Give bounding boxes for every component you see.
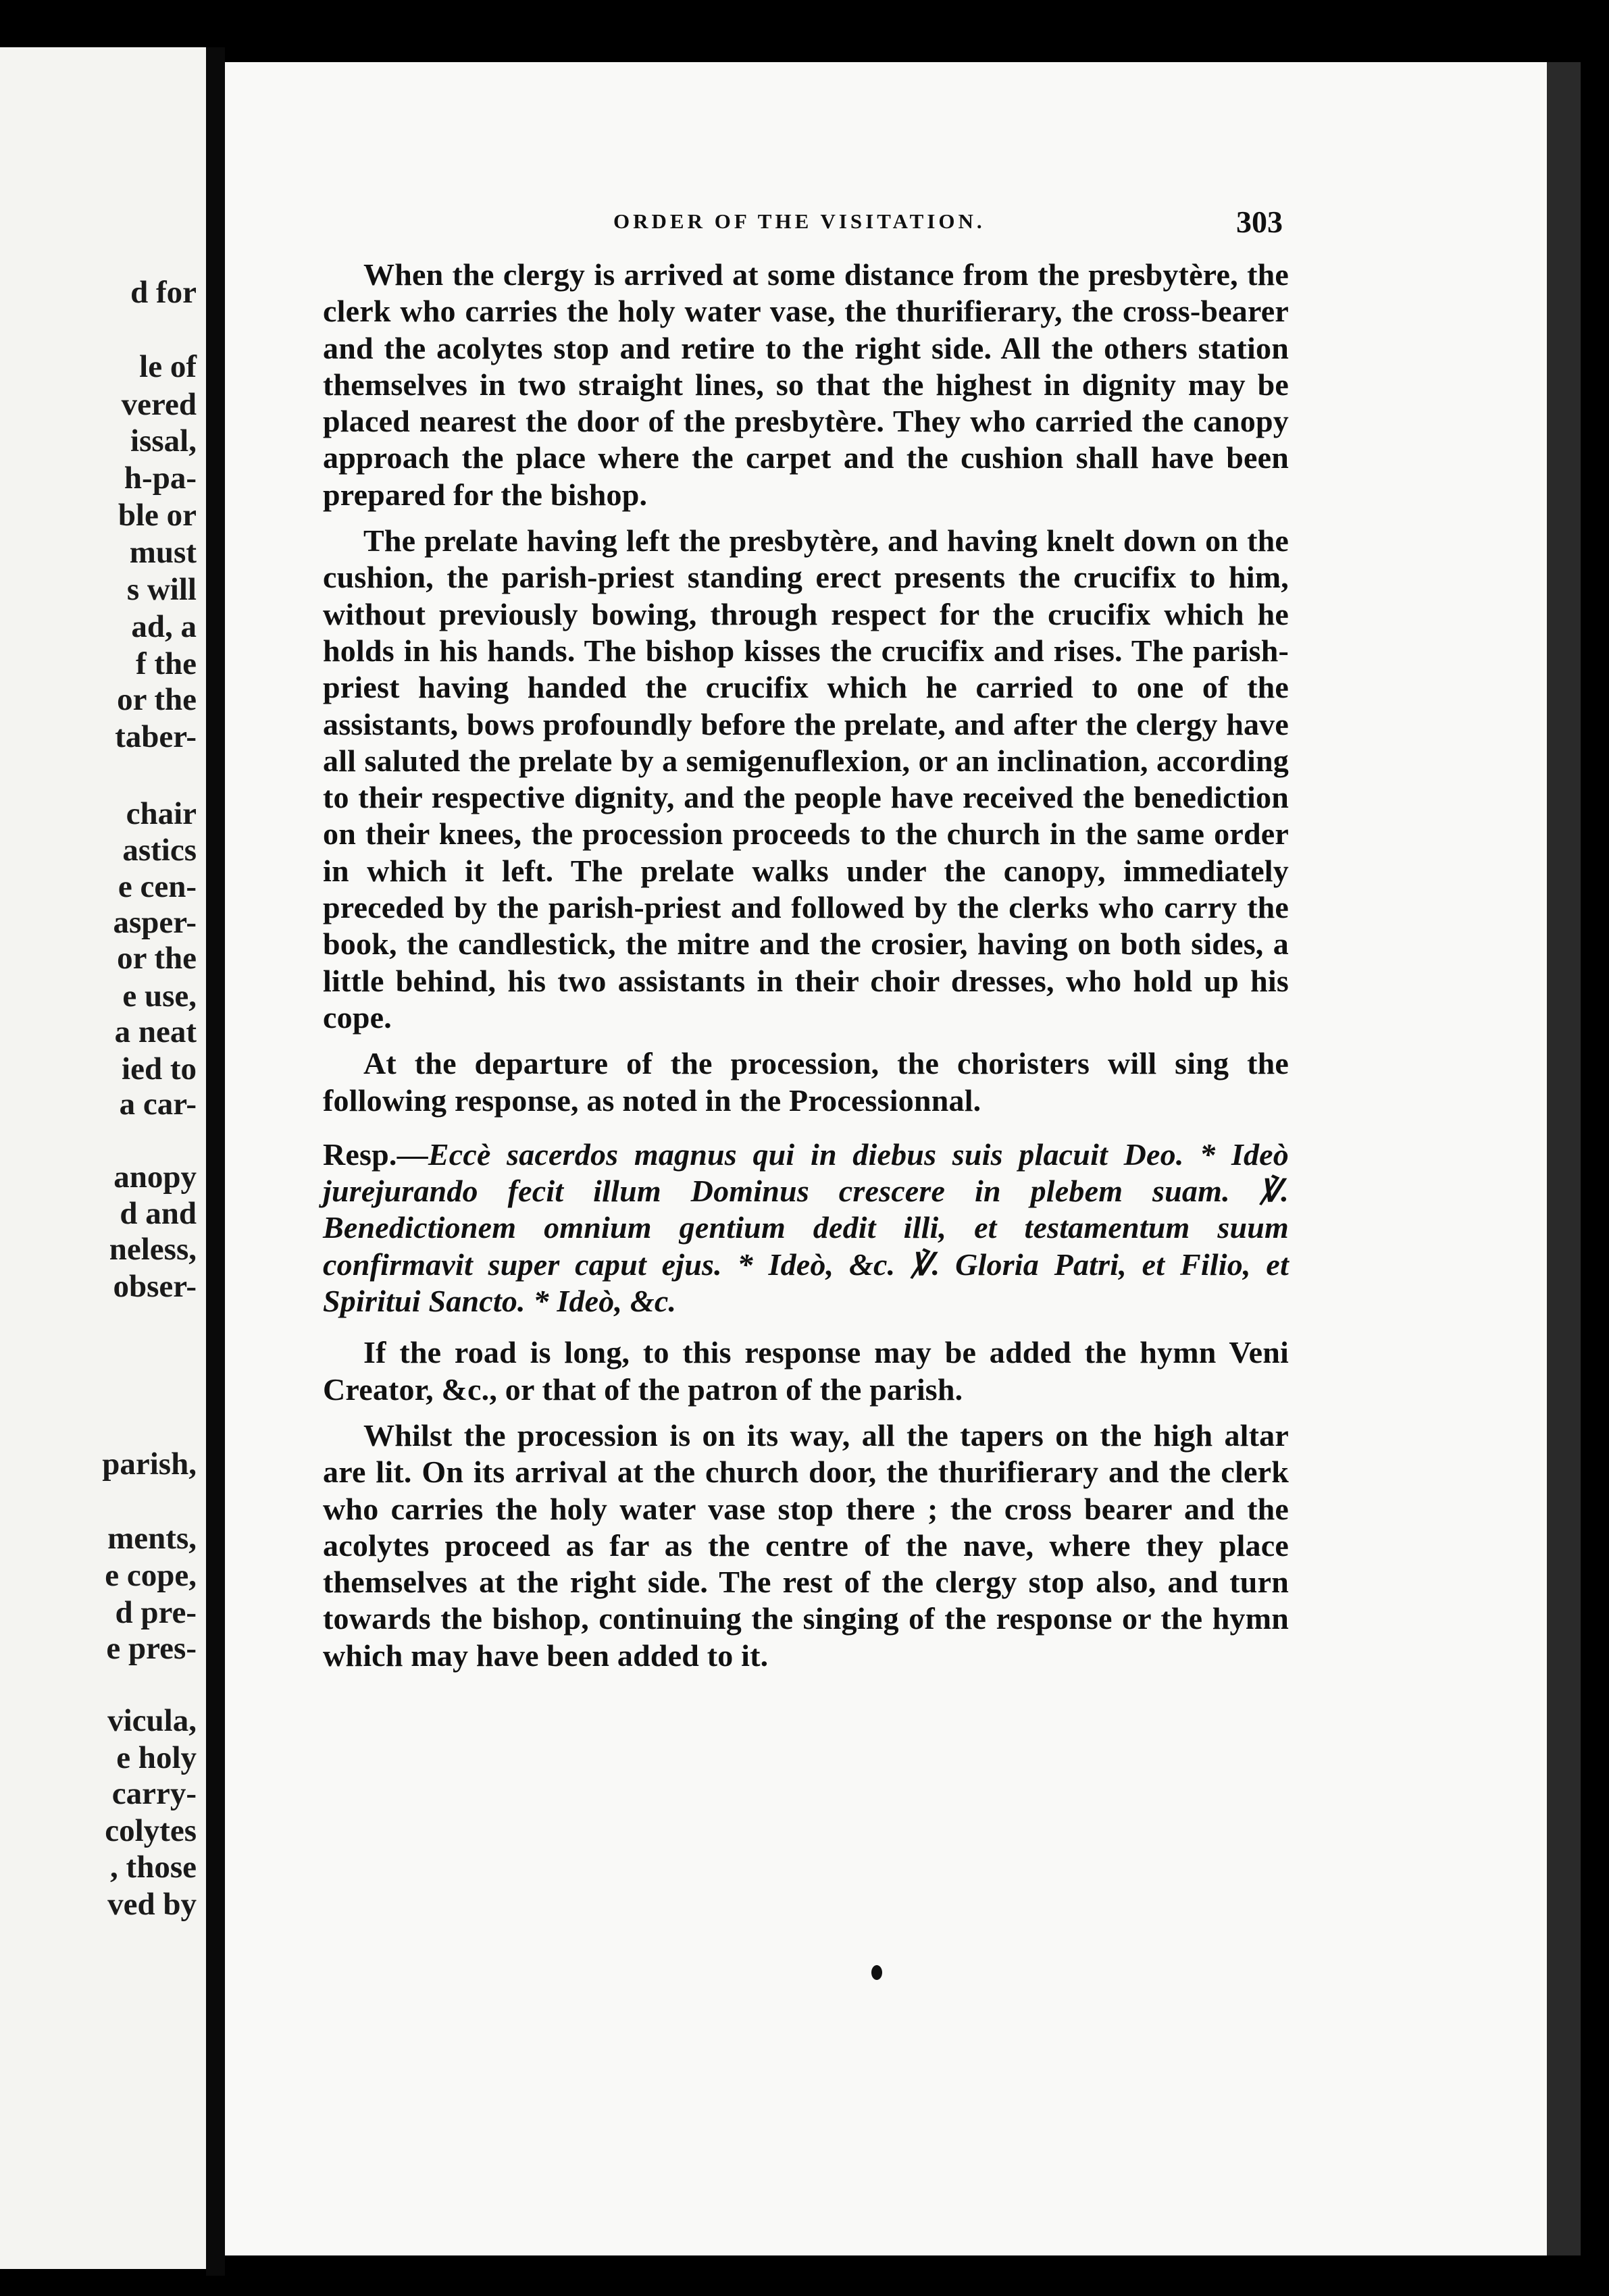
facing-page-line-fragment: anopy (113, 1159, 197, 1195)
facing-page-line-fragment: h-pa- (124, 461, 197, 496)
facing-page-line-fragment: astics (122, 833, 197, 868)
facing-page-line-fragment: s will (126, 572, 197, 607)
page-edge (1547, 62, 1581, 2255)
facing-page-line-fragment: obser- (113, 1269, 197, 1304)
facing-page-line-fragment: taber- (115, 719, 197, 754)
facing-page-line-fragment: e cen- (118, 869, 197, 904)
facing-page-line-fragment: d and (120, 1196, 197, 1231)
facing-page-line-fragment: e use, (122, 979, 197, 1014)
facing-page-line-fragment: , those (110, 1850, 197, 1885)
facing-page-line-fragment: neless, (109, 1232, 197, 1267)
facing-page-line-fragment: d pre- (115, 1595, 197, 1630)
facing-page-line-fragment: f the (135, 646, 197, 681)
paragraph: The prelate having left the presbytère, and having knelt down on the cushion, the parish-priest standing erect presents the crucifix to him, without previously bowing, through respect for the crucifix which he holds in his hands. The bishop kisses the crucifix and rises. The parish-priest having handed the crucifix which he carried to one of the assistants, bows profoundly before the prelate, and after the clergy have all saluted the prelate by a semigenuflexion, or an inclination, according to their respective dignity, and the people have received the benediction on their knees, the procession proceeds to the church in the same order in which it left. The prelate walks under the canopy, immediately preceded by the parish-priest and followed by the clerks who carry the book, the candlestick, the mitre and the crosier, having on both sides, a little behind, his two assistants in their choir dresses, who hold up his cope. (323, 523, 1289, 1035)
facing-page-line-fragment: a car- (119, 1087, 197, 1122)
ink-mark (871, 1965, 882, 1980)
facing-page-line-fragment: must (129, 535, 197, 570)
facing-page-line-fragment: colytes (105, 1813, 197, 1848)
facing-page-line-fragment: parish, (102, 1446, 197, 1482)
body-text (323, 257, 1289, 1684)
facing-page-line-fragment: a neat (114, 1014, 197, 1049)
facing-page-line-fragment: e pres- (106, 1631, 197, 1666)
facing-page-line-fragment: ad, a (131, 609, 197, 644)
facing-page-line-fragment: chair (126, 796, 197, 831)
facing-page-line-fragment: e holy (116, 1740, 197, 1775)
facing-page-line-fragment: ved by (107, 1887, 197, 1922)
facing-page-line-fragment: vered (121, 387, 197, 422)
facing-page-line-fragment: ments, (107, 1521, 197, 1556)
facing-page-line-fragment: issal, (130, 423, 197, 459)
facing-page-line-fragment: ied to (122, 1051, 197, 1087)
facing-page-line-fragment: le of (139, 349, 197, 384)
running-head: ORDER OF THE VISITATION. (613, 209, 986, 233)
facing-page-line-fragment: asper- (113, 905, 197, 940)
book-gutter (206, 47, 225, 2276)
facing-page-line-fragment: ble or (118, 498, 197, 533)
facing-page-line-fragment: carry- (111, 1776, 197, 1811)
facing-page-fragment (0, 47, 206, 2269)
facing-page-line-fragment: or the (117, 682, 197, 717)
facing-page-line-fragment: or the (117, 941, 197, 976)
response-paragraph (323, 1137, 1289, 1320)
page-number: 303 (1236, 205, 1283, 239)
paragraph: When the clergy is arrived at some distance from the presbytère, the clerk who carries the holy water vase, the thurifierary, the cross-bearer and the acolytes stop and retire to the right side. All the others station themselves in two straight lines, so that the highest in dignity may be placed nearest the door of the presbytère. They who carried the canopy approach the place where the carpet and the cushion shall have been prepared for the bishop. (323, 257, 1289, 512)
facing-page-line-fragment: vicula, (107, 1703, 197, 1738)
facing-page-line-fragment: e cope, (105, 1558, 197, 1593)
response-latin-text: Eccè sacerdos magnus qui in diebus suis placuit Deo. * Ideò jurejurando fecit illum Dominus crescere in plebem suam. ℣. Benedictionem omnium gentium dedit illi, et testamentum suum confirmavit super caput ejus. * Ideò, &c. ℣. Gloria Patri, et Filio, et Spiritui Sancto. * Ideò, &c. (323, 1137, 1289, 1319)
paragraph: At the departure of the procession, the choristers will sing the following response, as noted in the Processionnal. (323, 1046, 1289, 1118)
paragraph: Whilst the procession is on its way, all the tapers on the high altar are lit. On its arrival at the church door, the thurifierary and the clerk who carries the holy water vase stop there ; the cross bearer and the acolytes proceed as far as the centre of the nave, where they place themselves at the right side. The rest of the clergy stop also, and turn towards the bishop, continuing the singing of the response or the hymn which may have been added to it. (323, 1417, 1289, 1673)
response-label: Resp.— (323, 1137, 428, 1172)
paragraph: If the road is long, to this response may be added the hymn Veni Creator, &c., or that of the patron of the parish. (323, 1335, 1289, 1407)
facing-page-line-fragment: d for (130, 275, 197, 310)
